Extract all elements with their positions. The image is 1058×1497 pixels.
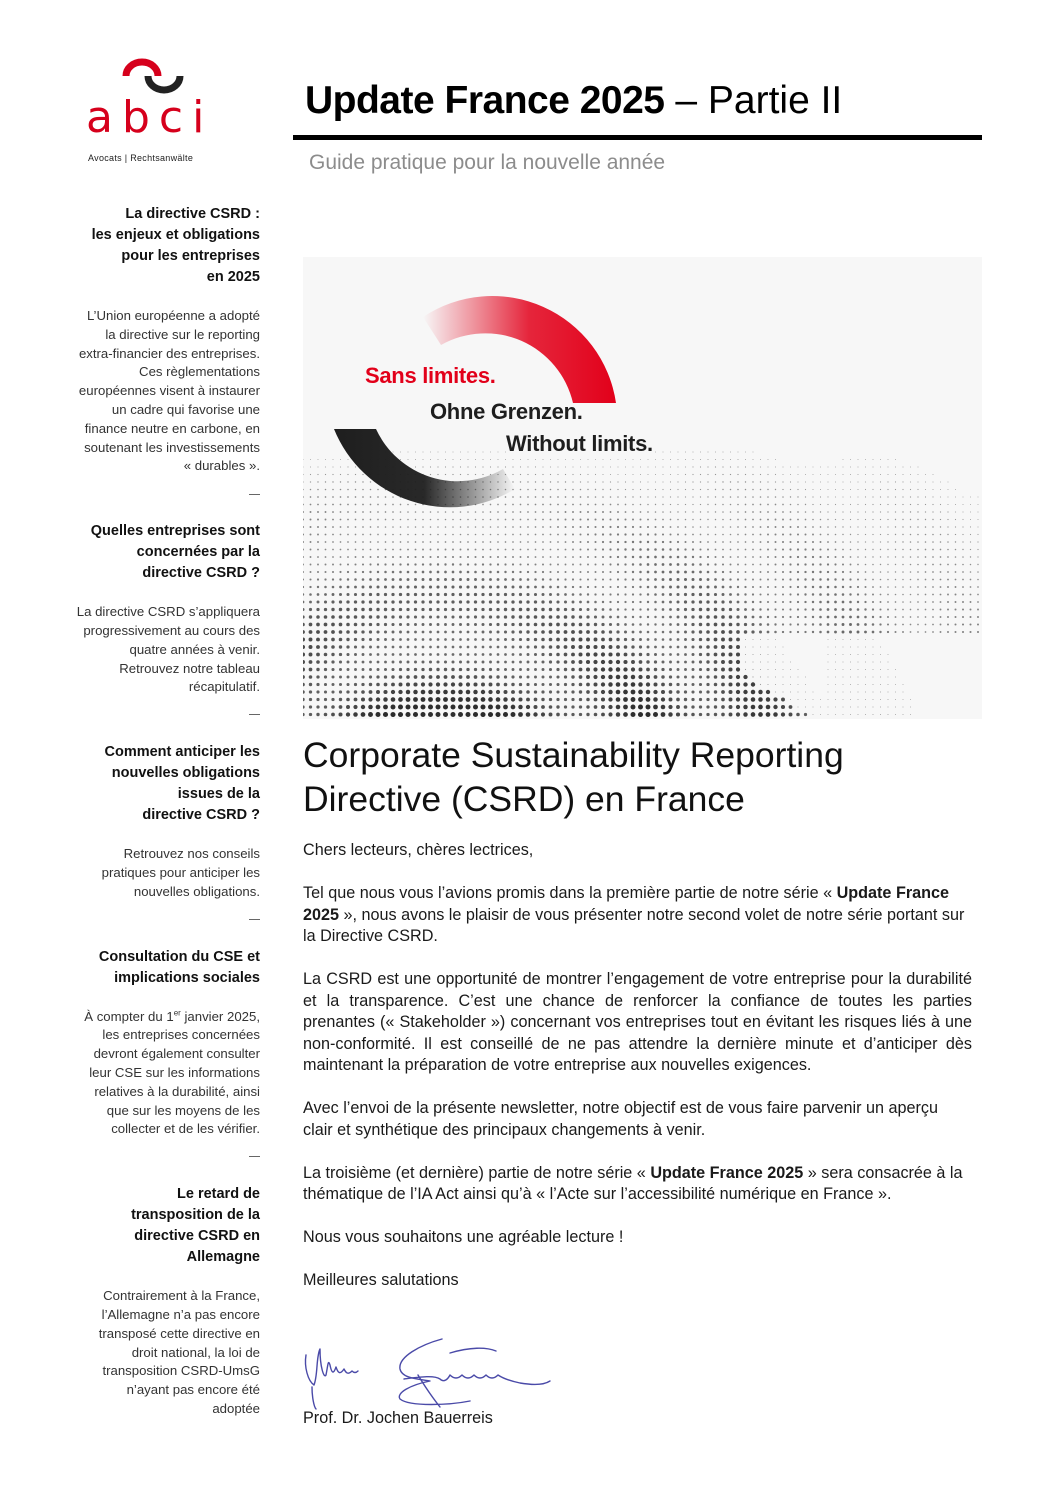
- date-suffix: janvier 2025,: [180, 1008, 260, 1024]
- paragraph-wish: Nous vous souhaitons une agréable lecture !: [303, 1228, 624, 1246]
- heading-line: issues de la: [177, 786, 260, 803]
- sidebar-text: [40, 603, 260, 697]
- text-run: La troisième (et dernière) partie de notre série «: [303, 1163, 651, 1182]
- sidebar-text: [40, 1008, 260, 1140]
- heading-line: en 2025: [206, 269, 260, 285]
- text-run: », nous avons le plaisir de vous présenter notre second volet de notre série portant sur la Directive CSRD.: [303, 905, 965, 945]
- text-line: transposition CSRD-UmsG: [102, 1363, 260, 1379]
- sidebar-text: [40, 307, 260, 476]
- text-line: européennes visent à instaurer: [78, 383, 260, 399]
- article-title-line: Directive (CSRD) en France: [303, 779, 745, 819]
- sidebar-section-cse: [40, 947, 260, 1164]
- heading-line: pour les entreprises: [121, 248, 260, 264]
- series-name: Update France 2025: [650, 1163, 804, 1182]
- ordinal-suffix: er: [173, 1008, 181, 1018]
- sidebar-text: [40, 1287, 260, 1419]
- section-separator: [40, 1149, 260, 1163]
- text-line: relatives à la durabilité, ainsi: [94, 1083, 260, 1099]
- sidebar-text: [40, 845, 260, 901]
- text-line: un cadre qui favorise une: [111, 401, 260, 417]
- text-line: devront également consulter: [93, 1046, 260, 1062]
- abci-logo: [80, 58, 230, 168]
- heading-line: concernées par la: [136, 544, 260, 561]
- text-line: progressivement au cours des: [83, 622, 260, 638]
- text-line: Retrouvez notre tableau: [119, 660, 260, 676]
- text-line: droit national, la loi de: [131, 1344, 260, 1360]
- sidebar-section-anticiper: [40, 742, 260, 925]
- heading-line: nouvelles obligations: [111, 765, 260, 782]
- section-separator: [40, 707, 260, 721]
- text-line: « durables ».: [183, 458, 260, 474]
- text-line: pratiques pour anticiper les: [101, 864, 260, 880]
- header-rule: [293, 135, 982, 140]
- heading-line: Consultation du CSE et: [98, 948, 260, 965]
- page-subtitle: Guide pratique pour la nouvelle année: [309, 151, 666, 174]
- text-line: extra-financier des entreprises.: [78, 345, 260, 361]
- text-line: les entreprises concernées: [102, 1027, 260, 1043]
- page-title: [305, 80, 842, 123]
- text-line: L’Union européenne a adopté: [86, 308, 260, 323]
- text-line: Contrairement à la France,: [103, 1288, 260, 1304]
- sidebar-heading: [40, 204, 260, 288]
- text-line: adoptée: [212, 1400, 260, 1416]
- text-line: récapitulatif.: [188, 679, 260, 695]
- section-separator: [40, 912, 260, 926]
- text-line: Retrouvez nos conseils: [123, 846, 260, 862]
- sidebar-heading: [40, 947, 260, 989]
- greeting: Chers lecteurs, chères lectrices,: [303, 841, 534, 859]
- handwritten-signature: [300, 1335, 560, 1415]
- sidebar-section-allemagne: [40, 1184, 260, 1419]
- heading-line: directive CSRD en: [134, 1228, 260, 1245]
- heading-line: implications sociales: [114, 969, 260, 986]
- text-line: collecter et de les vérifier.: [111, 1121, 260, 1137]
- hero-tagline-en: Without limits.: [506, 431, 653, 456]
- article-title-line: Corporate Sustainability Reporting: [303, 735, 844, 775]
- paragraph-intro: [303, 883, 972, 948]
- text-line: l’Allemagne n’a pas encore: [101, 1306, 260, 1322]
- closing: Meilleures salutations: [303, 1271, 459, 1289]
- sidebar-heading: [40, 521, 260, 584]
- sidebar-section-csrd-enjeux: [40, 204, 260, 500]
- heading-line: les enjeux et obligations: [91, 227, 260, 243]
- paragraph-opportunity: La CSRD est une opportunité de montrer l’engagement de votre entreprise pour la durabilité et la transparence. C’est une chance de renforcer la confiance de toutes les parties prenantes (« Stakeholder ») concernant vos entreprises tout en évitant les risques liés à une non-conformité. Il est conseillé de ne pas attendre la dernière minute et d’anticiper dès maintenant la préparation de votre entreprise aux nouvelles exigences.: [303, 970, 972, 1074]
- heading-line: La directive CSRD :: [125, 206, 260, 222]
- text-line: [84, 1009, 260, 1024]
- heading-line: directive CSRD ?: [142, 807, 260, 824]
- hero-tagline-fr: Sans limites.: [365, 363, 496, 388]
- text-line: soutenant les investissements: [84, 439, 260, 455]
- paragraph-objective: Avec l’envoi de la présente newsletter, notre objectif est de vous faire parvenir un aperçu clair et synthétique des principaux changements à venir.: [303, 1099, 938, 1139]
- series-name: Update France 2025: [303, 884, 950, 924]
- sidebar-heading: [40, 1184, 260, 1268]
- article-body: [303, 840, 972, 1313]
- page-title-bold: Update France 2025: [305, 79, 665, 122]
- text-line: La directive CSRD s’appliquera: [76, 604, 260, 620]
- heading-line: Le retard de: [177, 1186, 260, 1203]
- text-run: » sera consacrée à la thématique de l’IA Act ainsi qu’à « l’Acte sur l’accessibilité numérique en France ».: [303, 1163, 963, 1203]
- sidebar-heading: [40, 742, 260, 826]
- signer-name: Prof. Dr. Jochen Bauerreis: [303, 1409, 493, 1427]
- paragraph-next-part: [303, 1163, 972, 1206]
- logo-wordmark: abci: [86, 92, 214, 143]
- heading-line: Quelles entreprises sont: [90, 523, 260, 540]
- heading-line: transposition de la: [131, 1207, 260, 1224]
- text-line: finance neutre en carbone, en: [84, 420, 260, 436]
- text-line: nouvelles obligations.: [133, 883, 260, 899]
- date-prefix: À compter du 1: [84, 1008, 174, 1024]
- hero-image: [303, 257, 982, 719]
- heading-line: directive CSRD ?: [142, 565, 260, 582]
- text-line: leur CSE sur les informations: [89, 1064, 260, 1080]
- text-line: transposé cette directive en: [98, 1325, 260, 1341]
- sidebar-section-entreprises-concernees: [40, 521, 260, 721]
- article-title: [303, 733, 993, 821]
- text-line: la directive sur le reporting: [105, 326, 260, 342]
- text-run: Tel que nous vous l’avions promis dans la première partie de notre série «: [303, 884, 837, 902]
- sidebar: [40, 204, 260, 1440]
- section-separator: [40, 486, 260, 500]
- hero-tagline-de: Ohne Grenzen.: [430, 399, 583, 424]
- logo-tagline: Avocats | Rechtsanwälte: [88, 153, 194, 163]
- heading-line: Allemagne: [186, 1249, 260, 1266]
- heading-line: Comment anticiper les: [104, 744, 260, 761]
- text-line: que sur les moyens de les: [106, 1102, 260, 1118]
- text-line: Ces règlementations: [139, 364, 260, 380]
- text-line: n’ayant pas encore été: [126, 1382, 260, 1398]
- text-line: quatre années à venir.: [129, 641, 260, 657]
- page-title-part: – Partie II: [664, 79, 843, 122]
- halftone-background: [303, 257, 982, 719]
